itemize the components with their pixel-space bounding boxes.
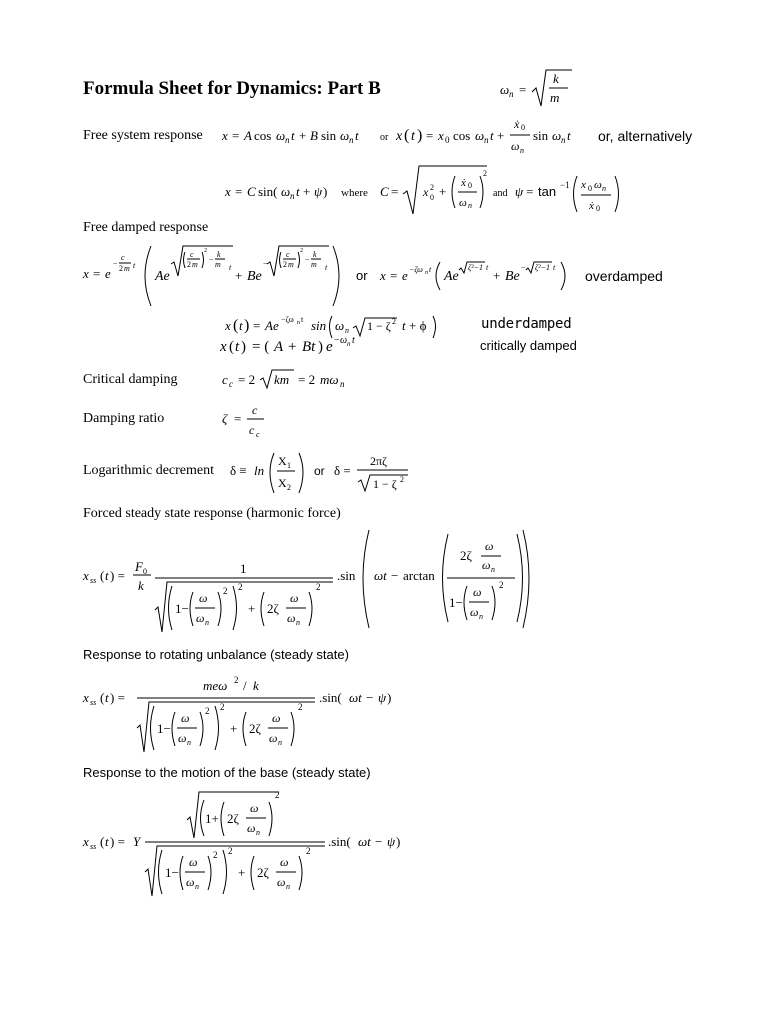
- svg-text:): ): [241, 339, 246, 355]
- svg-text:sin: sin: [311, 318, 327, 333]
- svg-text:−: −: [305, 255, 310, 264]
- svg-text:ω: ω: [482, 558, 491, 572]
- svg-text:1−: 1−: [157, 721, 171, 736]
- svg-text:c: c: [222, 372, 228, 387]
- svg-text:−ζω: −ζω: [409, 265, 423, 274]
- svg-text:2: 2: [205, 706, 210, 716]
- svg-text:ζ²−1: ζ²−1: [535, 263, 551, 272]
- svg-text:2: 2: [223, 586, 228, 596]
- formula-damped-overdamped-2: [356, 258, 581, 292]
- svg-text:2: 2: [220, 702, 225, 712]
- svg-text:m: m: [550, 90, 560, 105]
- svg-text:= 2: = 2: [238, 372, 256, 387]
- svg-text:x: x: [225, 318, 231, 333]
- svg-text:A: A: [274, 339, 284, 355]
- svg-text:n: n: [349, 135, 354, 145]
- svg-text:ω: ω: [552, 128, 562, 143]
- svg-text:k: k: [553, 71, 559, 86]
- svg-text:ω: ω: [287, 611, 296, 625]
- svg-text:c: c: [249, 423, 255, 437]
- svg-text:e: e: [326, 339, 333, 355]
- svg-text:= (: = (: [252, 339, 270, 355]
- svg-text:ss: ss: [90, 698, 97, 707]
- formula-forced: [83, 528, 533, 638]
- svg-text:ẋ: ẋ: [461, 177, 466, 189]
- svg-text:m: m: [215, 260, 221, 269]
- svg-text:ω: ω: [247, 821, 256, 835]
- svg-text:0: 0: [430, 193, 434, 202]
- label-critically-damped: critically damped: [480, 338, 577, 353]
- svg-text:ω: ω: [186, 875, 195, 889]
- svg-text:k: k: [313, 250, 317, 259]
- svg-text:): ): [387, 690, 392, 705]
- svg-text:2: 2: [283, 260, 287, 269]
- svg-text:c: c: [286, 250, 290, 259]
- label-free-damped: Free damped response: [83, 220, 209, 235]
- svg-text:X: X: [278, 476, 287, 490]
- label-damping-ratio: Damping ratio: [83, 411, 165, 426]
- svg-text:ω: ω: [473, 585, 482, 599]
- svg-text:2: 2: [483, 169, 487, 178]
- svg-text:−: −: [375, 834, 383, 849]
- svg-text:ω: ω: [340, 335, 348, 346]
- svg-text:0: 0: [143, 567, 147, 576]
- page-title: Formula Sheet for Dynamics: Part B: [83, 78, 381, 99]
- svg-text:−ζω: −ζω: [281, 315, 294, 324]
- svg-text:=: =: [426, 128, 434, 143]
- svg-text:) =: ) =: [110, 568, 125, 583]
- svg-text:−1: −1: [560, 180, 570, 190]
- svg-text:+: +: [497, 128, 505, 143]
- word-ln: ln: [254, 463, 265, 478]
- svg-text:x: x: [438, 128, 444, 143]
- svg-text:Ae: Ae: [155, 269, 170, 284]
- svg-text:=: =: [235, 184, 243, 199]
- svg-text:c: c: [121, 253, 125, 262]
- svg-text:): ): [323, 184, 328, 199]
- svg-text:t: t: [355, 128, 359, 143]
- formula-free-system-2: [380, 114, 580, 160]
- svg-text:2: 2: [316, 582, 321, 592]
- svg-text:ω: ω: [511, 139, 520, 153]
- svg-text:−: −: [113, 259, 118, 268]
- svg-text:sin: sin: [533, 128, 549, 143]
- svg-text:m: m: [311, 260, 317, 269]
- word-or: or: [314, 464, 325, 478]
- svg-text:mω: mω: [320, 372, 339, 387]
- svg-text:2ζ: 2ζ: [249, 721, 261, 736]
- svg-text:e: e: [105, 266, 111, 281]
- svg-text:ω: ω: [189, 855, 198, 869]
- svg-text:1−: 1−: [165, 865, 179, 880]
- svg-text:n: n: [195, 882, 199, 891]
- svg-text:t: t: [301, 315, 304, 324]
- svg-text:n: n: [484, 135, 489, 145]
- svg-text:): ): [417, 127, 423, 144]
- svg-text:n: n: [468, 201, 472, 210]
- label-log-decrement: Logarithmic decrement: [83, 463, 214, 478]
- svg-text:ω: ω: [196, 611, 205, 625]
- svg-text:=: =: [519, 82, 527, 97]
- svg-text:x: x: [423, 185, 429, 199]
- svg-text:C: C: [247, 184, 256, 199]
- svg-text:=: =: [234, 411, 242, 426]
- svg-text:k: k: [217, 250, 221, 259]
- svg-text:.sin: .sin: [337, 568, 356, 583]
- svg-text:+: +: [238, 865, 246, 880]
- svg-text:e: e: [402, 268, 408, 283]
- svg-text:+: +: [288, 339, 297, 355]
- svg-text:= 2: = 2: [298, 372, 316, 387]
- svg-text:2: 2: [392, 317, 396, 326]
- svg-text:ω: ω: [335, 318, 345, 333]
- svg-text:n: n: [290, 191, 295, 201]
- svg-text:n: n: [347, 340, 351, 348]
- label-overdamped: overdamped: [585, 268, 663, 284]
- svg-text:ω: ω: [485, 539, 494, 553]
- svg-text:ω: ω: [199, 591, 208, 605]
- svg-text:1+: 1+: [205, 811, 219, 826]
- svg-text:tan: tan: [538, 184, 557, 199]
- svg-text:2ζ: 2ζ: [227, 811, 239, 826]
- formula-omega-n: [500, 66, 580, 110]
- svg-text:2: 2: [119, 264, 123, 273]
- svg-text:t: t: [229, 263, 232, 272]
- svg-text:n: n: [602, 184, 606, 193]
- svg-text:C: C: [380, 184, 389, 199]
- svg-text:1−: 1−: [175, 601, 189, 616]
- svg-text:ω: ω: [277, 875, 286, 889]
- svg-text:Bt: Bt: [302, 339, 316, 355]
- svg-text:=: =: [232, 128, 240, 143]
- svg-text:=: =: [391, 184, 399, 199]
- svg-text:2: 2: [234, 675, 239, 685]
- svg-text:X: X: [278, 454, 287, 468]
- svg-text:t: t: [325, 263, 328, 272]
- svg-text:F: F: [135, 559, 143, 574]
- svg-text:x: x: [581, 179, 586, 191]
- word-and: and: [493, 188, 508, 199]
- svg-text:ẋ: ẋ: [589, 200, 594, 212]
- svg-text:t: t: [402, 318, 406, 333]
- svg-text:B: B: [310, 128, 318, 143]
- svg-text:x: x: [225, 184, 231, 199]
- svg-text:t: t: [429, 265, 432, 274]
- svg-text:+: +: [248, 601, 256, 616]
- svg-text:+: +: [299, 128, 307, 143]
- svg-text:0: 0: [588, 184, 592, 193]
- word-or: or: [380, 132, 389, 143]
- svg-text:t: t: [105, 568, 109, 583]
- svg-text:(: (: [404, 127, 410, 144]
- svg-text:+ ϕ: + ϕ: [409, 318, 427, 333]
- svg-text:1 − ζ: 1 − ζ: [367, 319, 391, 333]
- svg-text:δ ≡: δ ≡: [230, 463, 247, 478]
- svg-text:=: =: [390, 268, 398, 283]
- svg-text:t: t: [296, 184, 300, 199]
- label-rotating: Response to rotating unbalance (steady state): [83, 647, 349, 662]
- svg-text:2: 2: [400, 475, 404, 484]
- svg-text:Ae: Ae: [444, 269, 459, 284]
- svg-text:−: −: [391, 568, 399, 583]
- svg-text:2πζ: 2πζ: [370, 454, 388, 468]
- svg-text:0: 0: [521, 123, 525, 132]
- svg-text:2ζ: 2ζ: [267, 601, 279, 616]
- svg-text:) =: ) =: [110, 690, 125, 705]
- svg-text:km: km: [274, 372, 290, 387]
- svg-text:.sin(: .sin(: [328, 834, 351, 849]
- svg-text:) =: ) =: [110, 834, 125, 849]
- word-or: or: [356, 268, 368, 283]
- svg-text:sin(: sin(: [258, 184, 278, 199]
- svg-text:ψ: ψ: [314, 184, 323, 199]
- svg-text:ζ: ζ: [222, 411, 228, 426]
- formula-critical-damping: [222, 364, 362, 394]
- svg-text:(: (: [233, 317, 239, 334]
- svg-text:n: n: [425, 270, 428, 276]
- svg-text:Be: Be: [247, 269, 262, 284]
- svg-text:x: x: [83, 834, 89, 849]
- svg-text:ω: ω: [500, 82, 510, 97]
- formula-damped-overdamped-1: [83, 240, 353, 310]
- svg-text:x: x: [396, 129, 403, 144]
- svg-text:t: t: [553, 263, 556, 272]
- svg-text:2: 2: [430, 183, 434, 192]
- svg-text:0: 0: [445, 135, 450, 145]
- svg-text:k: k: [253, 678, 259, 693]
- svg-text:c: c: [256, 430, 260, 439]
- svg-text:ω: ω: [272, 711, 281, 725]
- svg-text:=: =: [93, 266, 101, 281]
- svg-text:ẋ: ẋ: [514, 117, 520, 131]
- label-critical-damping: Critical damping: [83, 372, 178, 387]
- label-free-system: Free system response: [83, 128, 203, 143]
- svg-text:n: n: [187, 738, 191, 747]
- svg-text:n: n: [256, 828, 260, 837]
- svg-text:2: 2: [238, 582, 243, 592]
- svg-text:.sin(: .sin(: [319, 690, 342, 705]
- svg-text:1−: 1−: [449, 595, 463, 610]
- svg-text:c: c: [190, 250, 194, 259]
- svg-text:n: n: [520, 146, 524, 155]
- svg-text:(: (: [229, 339, 234, 355]
- svg-text:t: t: [133, 261, 136, 270]
- svg-text:x: x: [83, 568, 89, 583]
- svg-text:): ): [396, 834, 401, 849]
- svg-text:n: n: [278, 738, 282, 747]
- svg-text:1: 1: [287, 461, 291, 470]
- svg-text:0: 0: [596, 204, 600, 213]
- svg-text:ω: ω: [178, 731, 187, 745]
- svg-text:t: t: [490, 128, 494, 143]
- svg-text:ωt: ωt: [374, 568, 387, 583]
- svg-text:+: +: [230, 721, 238, 736]
- svg-text:ω: ω: [276, 128, 286, 143]
- svg-text:2: 2: [300, 248, 303, 254]
- svg-text:2: 2: [187, 260, 191, 269]
- svg-text:ω: ω: [281, 184, 291, 199]
- svg-text:ω: ω: [181, 711, 190, 725]
- svg-text:−: −: [209, 255, 214, 264]
- svg-text:2: 2: [298, 702, 303, 712]
- svg-text:n: n: [205, 618, 209, 627]
- svg-text:m: m: [192, 260, 198, 269]
- svg-text:=: =: [253, 318, 261, 333]
- svg-text:δ =: δ =: [334, 463, 351, 478]
- svg-text:2: 2: [204, 248, 207, 254]
- svg-text:ωt: ωt: [358, 834, 371, 849]
- svg-text:n: n: [296, 618, 300, 627]
- svg-text:cos: cos: [453, 128, 471, 143]
- svg-text:t: t: [291, 128, 295, 143]
- svg-text:+: +: [439, 184, 447, 199]
- svg-text:): ): [244, 317, 250, 334]
- svg-text:ω: ω: [269, 731, 278, 745]
- svg-text:t: t: [235, 339, 240, 355]
- svg-text:ss: ss: [90, 576, 97, 585]
- formula-free-system-1: [222, 118, 382, 152]
- svg-text:k: k: [138, 578, 144, 593]
- svg-text:n: n: [340, 379, 345, 389]
- svg-text:+: +: [235, 268, 243, 283]
- word-where: where: [341, 187, 368, 199]
- svg-text:n: n: [345, 326, 349, 335]
- svg-text:Be: Be: [505, 269, 520, 284]
- svg-text:ψ: ψ: [515, 184, 524, 199]
- label-forced: Forced steady state response (harmonic force): [83, 506, 341, 521]
- svg-text:t: t: [567, 128, 571, 143]
- formula-base: [83, 786, 413, 898]
- svg-text:2: 2: [228, 846, 233, 856]
- svg-text:meω: meω: [203, 678, 228, 693]
- svg-text:2ζ: 2ζ: [460, 548, 472, 563]
- svg-text:(: (: [100, 568, 105, 583]
- svg-text:m: m: [288, 260, 294, 269]
- svg-text:2ζ: 2ζ: [257, 865, 269, 880]
- svg-text:n: n: [561, 135, 566, 145]
- svg-text:): ): [318, 339, 323, 355]
- svg-text:n: n: [491, 565, 495, 574]
- svg-text:n: n: [479, 612, 483, 621]
- svg-text:ω: ω: [250, 801, 259, 815]
- svg-text:x: x: [83, 266, 89, 281]
- word-arctan: arctan: [403, 568, 435, 583]
- svg-text:ss: ss: [90, 842, 97, 851]
- svg-text:2: 2: [213, 850, 218, 860]
- svg-text:+: +: [303, 184, 311, 199]
- svg-text:n: n: [509, 89, 514, 99]
- svg-text:2: 2: [306, 846, 311, 856]
- svg-text:x: x: [83, 690, 89, 705]
- svg-text:x: x: [380, 268, 386, 283]
- svg-text:−: −: [366, 690, 374, 705]
- svg-text:/: /: [243, 678, 247, 693]
- formula-damping-ratio: [222, 400, 282, 442]
- svg-text:+: +: [493, 268, 501, 283]
- svg-text:2: 2: [499, 580, 504, 590]
- svg-text:ψ: ψ: [378, 690, 387, 705]
- svg-text:A: A: [244, 128, 252, 143]
- formula-rotating: [83, 670, 403, 760]
- svg-text:n: n: [297, 320, 300, 326]
- svg-text:x: x: [220, 339, 227, 355]
- svg-text:−: −: [521, 263, 526, 272]
- label-or-alternatively: or, alternatively: [598, 128, 693, 144]
- svg-text:n: n: [285, 135, 290, 145]
- svg-text:1 − ζ: 1 − ζ: [373, 477, 397, 491]
- svg-text:ω: ω: [280, 855, 289, 869]
- svg-text:=: =: [526, 184, 534, 199]
- svg-text:ζ²−1: ζ²−1: [468, 263, 484, 272]
- svg-text:t: t: [352, 335, 355, 346]
- svg-text:ω: ω: [459, 197, 467, 209]
- svg-text:Y: Y: [133, 834, 141, 849]
- svg-text:ωt: ωt: [349, 690, 362, 705]
- svg-text:0: 0: [468, 181, 472, 190]
- svg-text:sin: sin: [321, 128, 337, 143]
- svg-text:ω: ω: [594, 179, 602, 191]
- svg-text:c: c: [252, 403, 258, 417]
- svg-text:t: t: [411, 129, 415, 144]
- svg-text:ω: ω: [290, 591, 299, 605]
- label-underdamped: underdamped: [481, 316, 572, 332]
- svg-text:ω: ω: [475, 128, 485, 143]
- svg-text:−: −: [334, 335, 340, 346]
- svg-text:t: t: [486, 263, 489, 272]
- svg-text:m: m: [124, 264, 130, 273]
- svg-text:ω: ω: [340, 128, 350, 143]
- svg-text:−: −: [263, 259, 268, 268]
- svg-text:ω: ω: [470, 605, 479, 619]
- formula-damped-critical: [220, 333, 405, 357]
- svg-text:(: (: [100, 690, 105, 705]
- svg-text:ψ: ψ: [387, 834, 396, 849]
- svg-text:t: t: [105, 690, 109, 705]
- formula-log-decrement: [230, 447, 420, 497]
- svg-text:2: 2: [275, 790, 280, 800]
- svg-text:(: (: [100, 834, 105, 849]
- svg-text:t: t: [105, 834, 109, 849]
- label-base: Response to the motion of the base (steady state): [83, 765, 371, 780]
- svg-text:cos: cos: [254, 128, 272, 143]
- svg-text:c: c: [229, 379, 233, 389]
- formula-free-system-3: [225, 164, 630, 216]
- svg-text:1: 1: [240, 561, 247, 576]
- svg-text:t: t: [239, 318, 243, 333]
- svg-text:2: 2: [287, 483, 291, 492]
- svg-text:x: x: [222, 128, 228, 143]
- svg-text:Ae: Ae: [265, 318, 279, 333]
- svg-text:n: n: [286, 882, 290, 891]
